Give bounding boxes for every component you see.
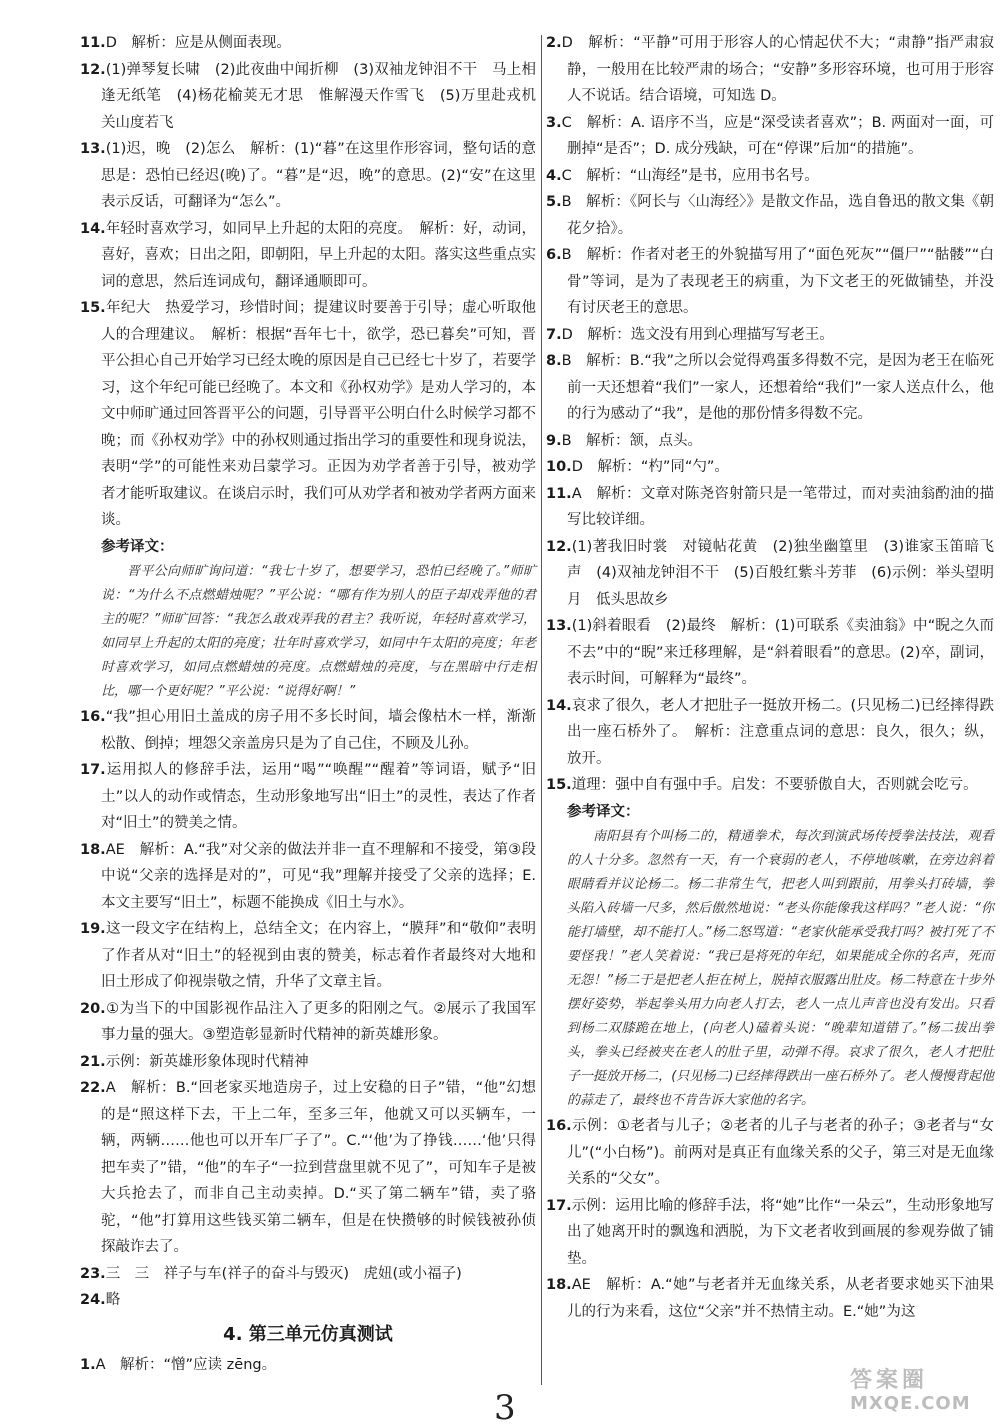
right-column	[546, 30, 994, 1325]
answer-item	[80, 996, 536, 1049]
answer-number: 15.	[80, 300, 106, 316]
answer-text: A 解析：B.“回老家买地造房子，过上安稳的日子”错，“他”幻想的是“照这样下去，干上二年，至多三年，他就又可以买辆车，一辆，两辆……他也可以开车厂子了”。C.“‘他’为了挣钱……‘他’只得把车卖了”错，“他”的车子“一拉到营盘里就不见了”，可知车子是被大兵抢去了，而非自己主动卖掉。D.“买了第二辆车”错，卖了骆驼，“他”打算用这些钱买第二辆车，但是在快攒够的时候钱被孙侦探敲诈去了。	[101, 1080, 536, 1255]
answer-number: 23.	[80, 1265, 106, 1282]
answer-item	[80, 57, 551, 137]
reference-translation: 南阳县有个叫杨二的，精通拳术，每次到演武场传授拳法技法，观看的人十分多。忽然有一天，有一个衰弱的老人，不停地咳嗽，在旁边斜着眼睛看并议论杨二。杨二非常生气，把老人叫到跟前，用拳头打砖墙，拳头陷入砖墙一尺多，然后傲然地说：“老头你能像我这样吗？”老人说：“你能打墙壁，却不能打人。”杨二怒骂道：“老家伙能承受我打吗？被打死了不要怪我！”老人笑着说：“我已是将死的年纪，如果能成全你的名声，死而无怨！”杨二于是把老人拒在树上，脱掉衣服露出肚皮。杨二特意在十步外摆好姿势，举起拳头用力向老人打去，老人一点儿声音也没有发出。只看到杨二双膝跪在地上，(向老人)磕着头说：“晚辈知道错了。”杨二拔出拳头，拳头已经被夹在老人的肚子里，动弹不得。哀求了很久，老人才把肚子一挺放开杨二，(只见杨二)已经摔得跌出一座石桥外了。老人慢慢背起他的蒜走了，最终也不肯告诉大家他的名字。	[567, 829, 994, 1108]
answer-number: 24.	[80, 1292, 106, 1308]
answer-item	[546, 772, 994, 799]
answer-item	[546, 1193, 994, 1273]
answer-text: 道理：强中自有强中手。启发：不要骄傲自大，否则就会吃亏。	[571, 777, 978, 793]
answer-item	[546, 481, 994, 534]
answer-item	[546, 428, 994, 455]
answer-number: 14.	[80, 220, 106, 237]
answer-text: 年纪大 热爱学习，珍惜时间；提建议时要善于引导；虚心听取他人的合理建议。 解析：根据“吾年七十，欲学，恐已暮矣”可知，晋平公担心自己开始学习已经太晚的原因是自己已经七十岁了，若要学习，这个年纪可能已经晚了。本文和《孙权劝学》是劝人学习的，本文中师旷通过回答晋平公的问题，引导晋平公明白什么时候学习都不晚；而《孙权劝学》中的孙权则通过指出学习的重要性和现身说法，表明“学”的可能性来劝吕蒙学习。正因为劝学者善于引导，被劝学者才能听取建议。在谈启示时，我们可从劝学者和被劝学者两方面来谈。	[101, 300, 536, 528]
watermark-text: 答案圈	[850, 1368, 929, 1393]
page-number: 3	[494, 1388, 516, 1428]
answer-number: 10.	[546, 459, 572, 475]
answer-text: B 解析：《阿长与〈山海经〉》是散文作品，选自鲁迅的散文集《朝花夕拾》。	[561, 194, 994, 237]
answer-number: 5.	[546, 194, 562, 210]
answer-item	[546, 163, 994, 190]
answer-item	[80, 1352, 536, 1379]
answer-number: 17.	[80, 762, 106, 778]
answer-number: 11.	[546, 485, 572, 502]
answer-text: 示例：①老者与儿子；②老者的儿子与老者的孙子；③老者与“女儿”(“小白杨”)。前两对是真正有血缘关系的父子，第三对是无血缘关系的“父女”。	[567, 1118, 994, 1187]
answer-item	[546, 242, 994, 322]
left-column	[80, 30, 551, 1379]
answer-text: 哀求了很久，老人才把肚子一挺放开杨二。(只见杨二)已经摔得跌出一座石桥外了。 解析：注意重点词的意思：良久，很久；纵，放开。	[567, 697, 994, 767]
answer-item	[546, 110, 994, 163]
answer-text: 示例：运用比喻的修辞手法，将“她”比作“一朵云”，生动形象地写出了她离开时的飘逸和洒脱，为下文老者收到画展的参观券做了铺垫。	[567, 1197, 994, 1267]
answer-number: 2.	[546, 35, 562, 51]
answer-item	[80, 757, 536, 837]
answer-item	[546, 189, 994, 242]
answer-number: 8.	[546, 353, 562, 369]
answer-item	[80, 1287, 536, 1314]
answer-text: D 解析：应是从侧面表现。	[105, 35, 291, 51]
answer-text: B 解析：作者对老王的外貌描写用了“面色死灰”“僵尸”“骷髅”“白骨”等词，是为了表现老王的病重，为下文老王的死做铺垫，并没有讨厌老王的意思。	[561, 247, 994, 316]
answer-text: AE 解析：A.“我”对父亲的做法并非一直不理解和不接受，第③段中说“父亲的选择是对的”，可见“我”理解并接受了父亲的选择；E. 本文主要写“旧土”，标题不能换成《旧土与水》。	[101, 841, 536, 911]
answer-number: 22.	[80, 1080, 106, 1096]
answer-item	[80, 30, 536, 57]
answer-text: C 解析：A. 语序不当，应是“深受读者喜欢”；B. 两面对一面，可删掉“是否”；D. 成分残缺，可在“停课”后加“的措施”。	[561, 114, 994, 157]
answer-text: D 解析：“平静”可用于形容人的心情起伏不大；“肃静”指严肃寂静，一般用在比较严肃的场合；“安静”多形容环境，也可用于形容人不说话。结合语境，可知选 D。	[561, 35, 994, 104]
answer-text: (1)著我旧时裳 对镜帖花黄 (2)独坐幽篁里 (3)谁家玉笛暗飞声 (4)双袖龙钟泪不干 (5)百般红紫斗芳菲 (6)示例：举头望明月 低头思故乡	[567, 538, 994, 608]
answer-text: (1)迟，晚 (2)怎么 解析：(1)“暮”在这里作形容词，整句话的意思是：恐怕已经迟(晚)了。“暮”是“迟，晚”的意思。(2)“安”在这里表示反话，可翻译为“怎么”。	[101, 141, 536, 210]
answer-text: 示例：新英雄形象体现时代精神	[105, 1053, 309, 1070]
answer-number: 16.	[80, 709, 106, 725]
answer-item	[80, 1261, 536, 1288]
answer-item	[546, 613, 994, 693]
answer-number: 15.	[546, 777, 572, 793]
answer-item	[546, 322, 994, 349]
answer-number: 9.	[546, 432, 562, 449]
answer-item	[80, 295, 536, 534]
answer-number: 1.	[80, 1357, 96, 1373]
answer-number: 17.	[546, 1197, 572, 1214]
answer-number: 14.	[546, 697, 572, 714]
answer-text: (1)弹琴复长啸 (2)此夜曲中闻折柳 (3)双袖龙钟泪不干 马上相逢无纸笔 (4)杨花榆荚无才思 惟解漫天作雪飞 (5)万里赴戎机 关山度若飞	[101, 61, 551, 131]
watermark-url: MXQE.COM	[850, 1393, 971, 1414]
answer-text: A 解析：“憎”应读 zēng。	[95, 1357, 277, 1373]
answer-text: 运用拟人的修辞手法，运用“喝”“唤醒”“醒着”等词语，赋予“旧土”以人的动作或情态，生动形象地写出“旧土”的灵性，表达了作者对“旧土”的赞美之情。	[101, 762, 536, 831]
answer-number: 19.	[80, 921, 106, 937]
answer-text: A 解析：文章对陈尧咨射箭只是一笔带过，而对卖油翁酌油的描写比较详细。	[567, 485, 994, 528]
answer-text: B 解析：颔，点头。	[561, 432, 703, 449]
answer-number: 18.	[546, 1277, 572, 1293]
reference-translation-heading: 参考译文：	[101, 538, 174, 555]
answer-item	[546, 30, 994, 110]
reference-translation: 晋平公向师旷询问道：“我七十岁了，想要学习，恐怕已经晚了。”师旷说：“为什么不点燃蜡烛呢？”平公说：“哪有作为别人的臣子却戏弄他的君主的呢？”师旷回答：“我怎么敢戏弄我的君主？我听说，年轻时喜欢学习，如同早上升起的太阳的亮度；壮年时喜欢学习，如同中午太阳的亮度；年老时喜欢学习，如同点燃蜡烛的亮度。点燃蜡烛的亮度，与在黑暗中行走相比，哪一个更好呢？”平公说：“说得好啊！”	[101, 564, 536, 699]
answer-item	[546, 1113, 994, 1193]
answer-text: ①为当下的中国影视作品注入了更多的阳刚之气。②展示了我国军事力量的强大。③塑造彰显新时代精神的新英雄形象。	[101, 1000, 536, 1043]
answer-number: 13.	[546, 618, 572, 634]
reference-translation-heading: 参考译文：	[567, 803, 640, 820]
answer-text: C 解析：“山海经”是书，应用书名号。	[561, 167, 819, 184]
answer-number: 6.	[546, 247, 562, 263]
answer-number: 16.	[546, 1118, 572, 1134]
answer-number: 12.	[546, 538, 572, 555]
answer-number: 3.	[546, 114, 562, 131]
answer-number: 12.	[80, 61, 106, 78]
answer-text: “我”担心用旧土盖成的房子用不多长时间，墙会像枯木一样，渐渐松散、倒掉；埋怨父亲盖房只是为了自己住，不顾及儿孙。	[101, 709, 536, 752]
answer-text: AE 解析：A.“她”与老者并无血缘关系，从老者要求她买下油果儿的行为来看，这位“父亲”并不热情主动。E.“她”为这	[567, 1277, 994, 1320]
answer-text: 这一段文字在结构上，总结全文；在内容上，“膜拜”和“敬仰”表明了作者从对“旧土”的轻视到由衷的赞美，标志着作者最终对大地和旧土形成了仰视崇敬之情，升华了文章主旨。	[101, 921, 536, 990]
answer-item	[546, 693, 994, 773]
answer-text: 略	[105, 1292, 121, 1308]
answer-item	[546, 348, 994, 428]
answer-item	[546, 534, 994, 614]
answer-number: 18.	[80, 841, 106, 858]
answer-text: D 解析：选文没有用到心理描写写老王。	[561, 326, 834, 343]
answer-item	[80, 916, 536, 996]
answer-number: 4.	[546, 167, 562, 184]
answer-item	[80, 1075, 536, 1261]
answer-number: 21.	[80, 1053, 106, 1070]
answer-item	[80, 704, 536, 757]
answer-item	[546, 454, 994, 481]
answer-number: 11.	[80, 35, 106, 51]
answer-item	[80, 1049, 536, 1076]
answer-item	[80, 216, 536, 296]
answer-item	[80, 837, 536, 917]
answer-text: (1)斜着眼看 (2)最终 解析：(1)可联系《卖油翁》中“睨之久而不去”中的“睨”来迁移理解，是“斜着眼看”的意思。(2)卒，副词，表示时间，可解释为“最终”。	[567, 618, 994, 687]
answer-text: D 解析：“杓”同“勺”。	[571, 459, 729, 475]
answer-text: B 解析：B.“我”之所以会觉得鸡蛋多得数不完，是因为老王在临死前一天还想着“我们”一家人，还想着给“我们”一家人送点什么，他的行为感动了“我”，是他的那份情多得数不完。	[561, 353, 994, 422]
section-title: 4. 第三单元仿真测试	[223, 1323, 393, 1345]
answer-item	[546, 1272, 994, 1325]
column-divider	[541, 35, 542, 1385]
answer-number: 7.	[546, 326, 562, 343]
answer-text: 年轻时喜欢学习，如同早上升起的太阳的亮度。 解析：好，动词，喜好，喜欢；日出之阳，即朝阳，早上升起的太阳。落实这些重点实词的意思，然后连词成句，翻译通顺即可。	[101, 220, 536, 290]
answer-number: 13.	[80, 141, 106, 157]
answer-text: 三 三 祥子与车(祥子的奋斗与毁灭) 虎妞(或小福子)	[105, 1265, 462, 1282]
watermark	[850, 1368, 990, 1418]
answer-item	[80, 136, 536, 216]
answer-number: 20.	[80, 1000, 106, 1017]
